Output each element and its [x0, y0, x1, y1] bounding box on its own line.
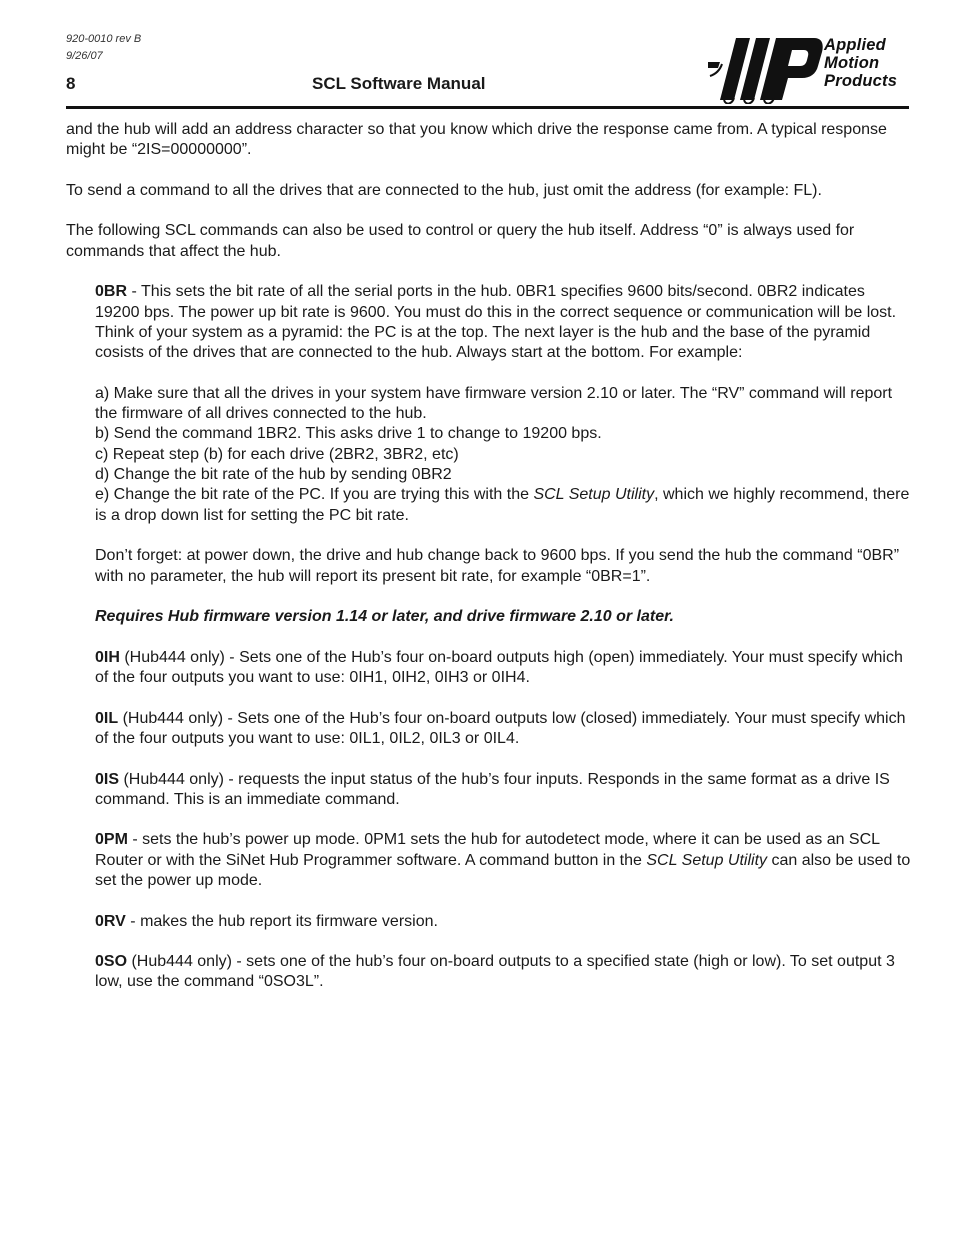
- command-0rv: [95, 912, 912, 932]
- step-a: a) Make sure that all the drives in your system have firmware version 2.10 or later. The “RV” command will report the firmware of all drives connected to the hub.: [95, 384, 893, 423]
- intro-paragraph-2: To send a command to all the drives that are connected to the hub, just omit the address (for example: FL).: [66, 181, 822, 199]
- command-name: 0PM: [95, 831, 128, 849]
- command-name: 0BR: [95, 283, 128, 301]
- command-name: 0IS: [95, 770, 120, 788]
- command-name: 0IH: [95, 648, 120, 666]
- document-date: 9/26/07: [66, 50, 103, 62]
- scl-setup-utility-ref: SCL Setup Utility: [533, 486, 655, 504]
- command-0so: [95, 952, 912, 993]
- applied-motion-logo: [706, 34, 916, 104]
- command-name: 0SO: [95, 953, 128, 971]
- logo-mark-icon: [706, 34, 824, 104]
- command-0pm: 0PM - sets the hub’s power up mode. 0PM1 sets the hub for autodetect mode, where it can be used as an SCL Router or with the SiNet Hub Programmer software. A command button in the SCL Setup Utility can also be used to set the power up mode.: [95, 831, 911, 889]
- command-name: 0IL: [95, 709, 119, 727]
- logo-text: Applied Motion Products: [824, 36, 898, 90]
- command-0il: [95, 709, 912, 750]
- command-name: 0RV: [95, 912, 126, 930]
- document-number: 920-0010 rev B: [66, 33, 142, 45]
- command-0ih: [95, 648, 912, 689]
- command-description: - This sets the bit rate of all the serial ports in the hub. 0BR1 specifies 9600 bits/second. 0BR2 indicates 19200 bps. The power up bit rate is 9600. You must do this in the correct sequence or communication will be lost. Think of your system as a pyramid: the PC is at the top. The next layer is the hub and the base of the pyramid cosists of the drives that are connected to the hub. Always start at the bottom. For example:: [95, 283, 897, 362]
- manual-title: SCL Software Manual: [312, 74, 486, 93]
- command-description: (Hub444 only) - Sets one of the Hub’s four on-board outputs low (closed) immediately. Your must specify which of the four outputs you want to use: 0IL1, 0IL2, 0IL3 or 0IL4.: [95, 709, 906, 747]
- page-number: 8: [66, 74, 76, 93]
- bit-rate-reminder: Don’t forget: at power down, the drive and hub change back to 9600 bps. If you send the hub the command “0BR” with no parameter, the hub will report its present bit rate, for example “0BR=1”.: [95, 547, 900, 585]
- command-description: (Hub444 only) - Sets one of the Hub’s four on-board outputs high (open) immediately. Your must specify which of the four outputs you want to use: 0IH1, 0IH2, 0IH3 or 0IH4.: [95, 648, 903, 687]
- step-c: c) Repeat step (b) for each drive (2BR2, 3BR2, etc): [95, 445, 459, 463]
- intro-paragraph-3: The following SCL commands can also be used to control or query the hub itself. Address “0” is always used for commands that affect the hub.: [66, 222, 855, 260]
- scl-setup-utility-ref: SCL Setup Utility: [646, 851, 768, 869]
- command-description: (Hub444 only) - sets one of the hub’s four on-board outputs to a specified state (high or low). To set output 3 low, use the command “0SO3L”.: [95, 953, 895, 991]
- intro-paragraph-1: and the hub will add an address character so that you know which drive the response came from. A typical response might be “2IS=00000000”.: [66, 121, 887, 159]
- page-header: [0, 0, 954, 112]
- command-description: - makes the hub report its firmware version.: [125, 912, 438, 930]
- header-rule: [66, 106, 909, 109]
- page-content: [66, 120, 912, 1013]
- step-d: d) Change the bit rate of the hub by sending 0BR2: [95, 466, 452, 484]
- step-b: b) Send the command 1BR2. This asks drive 1 to change to 19200 bps.: [95, 425, 602, 443]
- command-0is: [95, 770, 912, 811]
- command-description: (Hub444 only) - requests the input status of the hub’s four inputs. Responds in the same format as a drive IS command. This is an immediate command.: [95, 770, 890, 808]
- step-e: e) Change the bit rate of the PC. If you are trying this with the SCL Setup Utility, which we highly recommend, there is a drop down list for setting the PC bit rate.: [95, 486, 910, 524]
- firmware-requirement-note: Requires Hub firmware version 1.14 or later, and drive firmware 2.10 or later.: [95, 608, 674, 626]
- command-0br: [95, 282, 912, 363]
